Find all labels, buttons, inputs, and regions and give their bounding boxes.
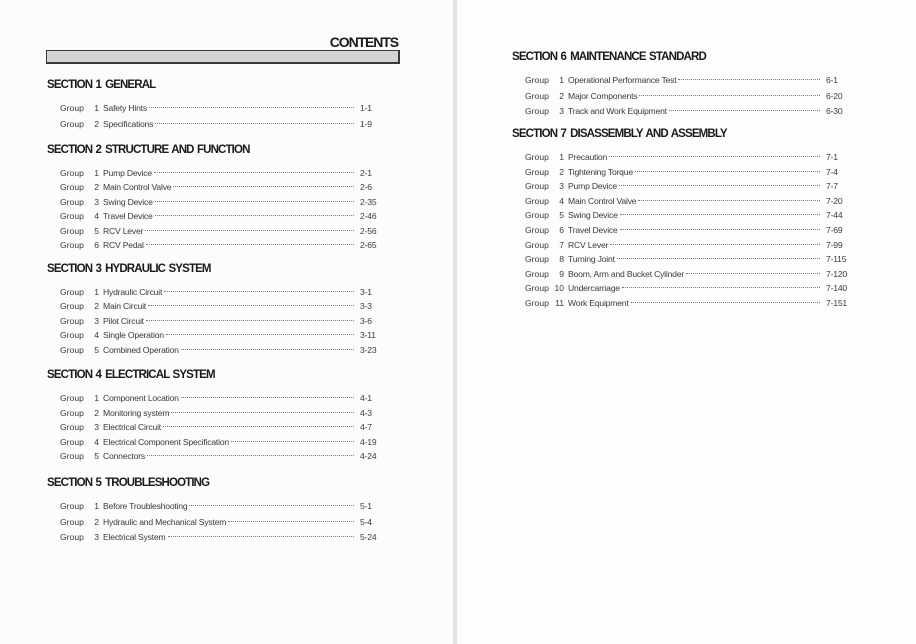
dot-leader bbox=[635, 171, 820, 172]
page-number[interactable]: 2-65 bbox=[360, 239, 377, 250]
group-list bbox=[512, 150, 850, 311]
toc-entry[interactable] bbox=[47, 530, 384, 544]
group-number: 2 bbox=[94, 182, 99, 193]
toc-section bbox=[47, 368, 384, 464]
toc-entry[interactable] bbox=[47, 515, 384, 529]
entry-title: Turning Joint bbox=[568, 254, 615, 265]
entry-title: Electrical Circuit bbox=[103, 422, 161, 433]
toc-entry[interactable] bbox=[512, 194, 850, 209]
page-number[interactable]: 4-19 bbox=[360, 436, 377, 447]
page-number[interactable]: 3-3 bbox=[360, 301, 372, 312]
toc-entry[interactable] bbox=[47, 343, 384, 357]
dot-leader bbox=[619, 185, 820, 186]
dot-leader bbox=[148, 305, 354, 306]
entry-title: Connectors bbox=[103, 451, 145, 462]
group-number: 1 bbox=[559, 75, 564, 85]
dot-leader bbox=[154, 172, 354, 173]
dot-leader bbox=[686, 273, 820, 274]
entry-title: Swing Device bbox=[568, 210, 618, 221]
section-label: SECTION 6 bbox=[512, 51, 567, 63]
group-label: Group bbox=[525, 268, 549, 279]
dot-leader bbox=[622, 287, 820, 288]
group-number: 6 bbox=[94, 239, 99, 250]
entry-title: Single Operation bbox=[103, 330, 164, 341]
dot-leader bbox=[638, 200, 820, 201]
group-number: 4 bbox=[559, 195, 564, 206]
group-label: Group bbox=[60, 103, 84, 113]
entry-title: Electrical Component Specification bbox=[103, 436, 229, 447]
contents-header-bar bbox=[46, 50, 400, 64]
entry-title: Tightening Torque bbox=[568, 166, 633, 177]
group-label: Group bbox=[60, 344, 84, 355]
group-list bbox=[47, 285, 384, 357]
group-number: 8 bbox=[559, 254, 564, 265]
group-number: 1 bbox=[94, 393, 99, 403]
toc-entry[interactable] bbox=[512, 252, 850, 267]
page-number[interactable]: 2-1 bbox=[360, 168, 372, 178]
entry-title: Before Troubleshooting bbox=[103, 501, 188, 511]
dot-leader bbox=[163, 426, 354, 427]
dot-leader bbox=[149, 107, 354, 108]
group-label: Group bbox=[525, 239, 549, 250]
group-number: 3 bbox=[559, 105, 564, 116]
group-number: 3 bbox=[94, 196, 99, 207]
page-number[interactable]: 4-1 bbox=[360, 393, 372, 403]
group-label: Group bbox=[525, 152, 549, 162]
dot-leader bbox=[609, 156, 820, 157]
toc-entry[interactable] bbox=[512, 73, 850, 87]
entry-title: Electrical System bbox=[103, 531, 166, 542]
dot-leader bbox=[620, 214, 820, 215]
group-number: 6 bbox=[559, 224, 564, 235]
page-number[interactable]: 7-69 bbox=[826, 224, 843, 235]
section-heading[interactable] bbox=[512, 127, 850, 141]
entry-title: Travel Device bbox=[103, 211, 153, 222]
toc-entry[interactable] bbox=[512, 267, 850, 282]
entry-title: Major Components bbox=[568, 91, 638, 102]
group-number: 3 bbox=[559, 181, 564, 192]
group-number: 5 bbox=[94, 225, 99, 236]
dot-leader bbox=[155, 215, 354, 216]
toc-entry[interactable] bbox=[47, 499, 384, 513]
entry-title: Monitoring system bbox=[103, 407, 170, 418]
dot-leader bbox=[617, 258, 820, 259]
toc-entry[interactable] bbox=[47, 435, 384, 450]
group-label: Group bbox=[525, 75, 549, 85]
section-heading[interactable] bbox=[47, 262, 384, 276]
group-label: Group bbox=[60, 451, 84, 462]
group-label: Group bbox=[60, 531, 84, 542]
entry-title: RCV Lever bbox=[103, 225, 144, 236]
entry-title: Safety Hints bbox=[103, 103, 147, 113]
page-number[interactable]: 3-1 bbox=[360, 287, 372, 297]
toc-entry[interactable] bbox=[512, 104, 850, 118]
page-number[interactable]: 3-11 bbox=[360, 330, 376, 341]
page-number[interactable]: 7-20 bbox=[826, 195, 843, 206]
group-label: Group bbox=[525, 166, 549, 177]
dot-leader bbox=[146, 244, 354, 245]
group-label: Group bbox=[525, 195, 549, 206]
group-number: 2 bbox=[94, 407, 99, 418]
dot-leader bbox=[189, 505, 354, 506]
group-number: 5 bbox=[94, 451, 99, 462]
group-number: 1 bbox=[94, 168, 99, 178]
page-number[interactable]: 2-6 bbox=[360, 182, 372, 193]
group-number: 2 bbox=[559, 91, 564, 102]
toc-entry[interactable] bbox=[47, 209, 384, 223]
group-number: 2 bbox=[94, 301, 99, 312]
toc-entry[interactable] bbox=[512, 165, 850, 180]
toc-section bbox=[47, 262, 384, 357]
dot-leader bbox=[678, 79, 820, 80]
page-number[interactable]: 5-24 bbox=[360, 531, 377, 542]
group-number: 3 bbox=[94, 315, 99, 326]
group-list bbox=[47, 499, 384, 544]
group-list bbox=[47, 391, 384, 464]
dot-leader bbox=[639, 95, 820, 96]
group-label: Group bbox=[60, 407, 84, 418]
toc-entry[interactable] bbox=[47, 285, 384, 299]
group-number: 9 bbox=[559, 268, 564, 279]
toc-entry[interactable] bbox=[512, 179, 850, 194]
dot-leader bbox=[166, 334, 354, 335]
entry-title: Operational Performance Test bbox=[568, 75, 677, 85]
group-number: 1 bbox=[559, 152, 564, 162]
page-number[interactable]: 7-4 bbox=[826, 166, 838, 177]
toc-entry[interactable] bbox=[47, 406, 384, 421]
page-number[interactable]: 4-3 bbox=[360, 407, 372, 418]
dot-leader bbox=[228, 521, 354, 522]
group-list bbox=[47, 101, 384, 132]
toc-entry[interactable] bbox=[47, 117, 384, 131]
section-name: TROUBLESHOOTING bbox=[105, 477, 210, 489]
group-number: 7 bbox=[559, 239, 564, 250]
group-label: Group bbox=[60, 501, 84, 511]
section-name: MAINTENANCE STANDARD bbox=[570, 51, 706, 63]
entry-title: Hydraulic and Mechanical System bbox=[103, 517, 227, 528]
page-number[interactable]: 5-1 bbox=[360, 501, 372, 511]
group-label: Group bbox=[60, 436, 84, 447]
group-label: Group bbox=[60, 119, 84, 130]
group-label: Group bbox=[525, 91, 549, 102]
toc-entry[interactable] bbox=[512, 223, 850, 238]
group-number: 4 bbox=[94, 211, 99, 222]
entry-title: Combined Operation bbox=[103, 344, 179, 355]
section-name: STRUCTURE AND FUNCTION bbox=[105, 144, 250, 156]
section-heading[interactable] bbox=[47, 368, 384, 382]
entry-title: Hydraulic Circuit bbox=[103, 287, 163, 297]
group-number: 2 bbox=[559, 166, 564, 177]
toc-entry[interactable] bbox=[47, 224, 384, 238]
group-label: Group bbox=[60, 211, 84, 222]
page-number[interactable]: 2-46 bbox=[360, 211, 377, 222]
toc-section bbox=[47, 143, 384, 252]
group-list bbox=[512, 73, 850, 118]
toc-entry[interactable] bbox=[47, 314, 384, 328]
group-number: 2 bbox=[94, 517, 99, 528]
dot-leader bbox=[155, 123, 354, 124]
toc-entry[interactable] bbox=[512, 281, 850, 296]
toc-entry[interactable] bbox=[47, 195, 384, 209]
toc-entry[interactable] bbox=[512, 89, 850, 103]
page-number[interactable]: 7-44 bbox=[826, 210, 843, 221]
page-number[interactable]: 2-35 bbox=[360, 196, 377, 207]
group-label: Group bbox=[525, 297, 549, 308]
toc-entry[interactable] bbox=[47, 238, 384, 252]
group-number: 3 bbox=[94, 422, 99, 433]
toc-entry[interactable] bbox=[47, 101, 384, 115]
contents-title: CONTENTS bbox=[329, 34, 398, 50]
entry-title: Work Equipment bbox=[568, 297, 629, 308]
entry-title: Precaution bbox=[568, 152, 608, 162]
toc-section bbox=[47, 78, 384, 132]
page-number[interactable]: 7-7 bbox=[826, 181, 838, 192]
entry-title: Main Circuit bbox=[103, 301, 146, 312]
entry-title: Boom, Arm and Bucket Cylinder bbox=[568, 268, 684, 279]
entry-title: RCV Pedal bbox=[103, 239, 144, 250]
entry-title: Undercarriage bbox=[568, 283, 620, 294]
page-number[interactable]: 4-7 bbox=[360, 422, 372, 433]
dot-leader bbox=[164, 291, 354, 292]
toc-section bbox=[47, 476, 384, 544]
dot-leader bbox=[231, 441, 354, 442]
page-number[interactable]: 3-6 bbox=[360, 315, 372, 326]
page-number[interactable]: 7-115 bbox=[826, 254, 847, 265]
entry-title: RCV Lever bbox=[568, 239, 609, 250]
group-label: Group bbox=[60, 239, 84, 250]
entry-title: Specifications bbox=[103, 119, 154, 130]
group-label: Group bbox=[525, 210, 549, 221]
section-name: GENERAL bbox=[105, 79, 156, 91]
page-number[interactable]: 7-99 bbox=[826, 239, 843, 250]
dot-leader bbox=[147, 455, 354, 456]
entry-title: Main Control Valve bbox=[103, 182, 172, 193]
page-number[interactable]: 2-56 bbox=[360, 225, 377, 236]
group-label: Group bbox=[60, 393, 84, 403]
entry-title: Main Control Valve bbox=[568, 195, 637, 206]
group-label: Group bbox=[525, 181, 549, 192]
group-label: Group bbox=[60, 422, 84, 433]
group-number: 5 bbox=[94, 344, 99, 355]
group-number: 4 bbox=[94, 330, 99, 341]
section-heading[interactable] bbox=[47, 476, 384, 490]
dot-leader bbox=[173, 186, 354, 187]
toc-section bbox=[512, 127, 850, 311]
entry-title: Pump Device bbox=[103, 168, 152, 178]
group-label: Group bbox=[60, 330, 84, 341]
dot-leader bbox=[620, 229, 820, 230]
page-number[interactable]: 7-120 bbox=[826, 268, 847, 279]
entry-title: Pump Device bbox=[568, 181, 617, 192]
group-label: Group bbox=[60, 182, 84, 193]
section-name: DISASSEMBLY AND ASSEMBLY bbox=[570, 128, 727, 140]
page-number[interactable]: 1-1 bbox=[360, 103, 372, 113]
group-number: 1 bbox=[94, 287, 99, 297]
group-number: 5 bbox=[559, 210, 564, 221]
toc-entry[interactable] bbox=[512, 208, 850, 223]
dot-leader bbox=[610, 244, 820, 245]
page-number[interactable]: 4-24 bbox=[360, 451, 377, 462]
group-label: Group bbox=[60, 517, 84, 528]
section-heading[interactable] bbox=[47, 78, 384, 92]
dot-leader bbox=[171, 412, 354, 413]
page-number[interactable]: 5-4 bbox=[360, 517, 372, 528]
group-number: 4 bbox=[94, 436, 99, 447]
section-label: SECTION 1 bbox=[47, 79, 102, 91]
page-number[interactable]: 6-30 bbox=[826, 105, 843, 116]
page-number[interactable]: 7-151 bbox=[826, 297, 847, 308]
group-label: Group bbox=[60, 315, 84, 326]
toc-entry[interactable] bbox=[47, 180, 384, 194]
dot-leader bbox=[631, 302, 820, 303]
section-label: SECTION 2 bbox=[47, 144, 102, 156]
section-heading[interactable] bbox=[47, 143, 384, 157]
group-label: Group bbox=[60, 301, 84, 312]
toc-entry[interactable] bbox=[512, 150, 850, 165]
group-label: Group bbox=[60, 168, 84, 178]
section-name: ELECTRICAL SYSTEM bbox=[105, 369, 215, 381]
section-heading[interactable] bbox=[512, 50, 850, 64]
group-label: Group bbox=[525, 224, 549, 235]
dot-leader bbox=[168, 536, 354, 537]
dot-leader bbox=[669, 110, 820, 111]
group-number: 10 bbox=[554, 283, 564, 294]
page-number[interactable]: 6-1 bbox=[826, 75, 838, 85]
entry-title: Component Location bbox=[103, 393, 179, 403]
dot-leader bbox=[155, 201, 354, 202]
page-number[interactable]: 3-23 bbox=[360, 344, 377, 355]
section-label: SECTION 3 bbox=[47, 263, 102, 275]
toc-section bbox=[512, 50, 850, 118]
toc-entry[interactable] bbox=[47, 328, 384, 342]
toc-entry[interactable] bbox=[47, 166, 384, 180]
group-label: Group bbox=[60, 287, 84, 297]
group-number: 11 bbox=[555, 297, 564, 308]
group-label: Group bbox=[525, 105, 549, 116]
page-number[interactable]: 7-140 bbox=[826, 283, 847, 294]
toc-entry[interactable] bbox=[47, 449, 384, 464]
toc-entry[interactable] bbox=[47, 391, 384, 406]
entry-title: Swing Device bbox=[103, 196, 153, 207]
group-label: Group bbox=[525, 254, 549, 265]
dot-leader bbox=[181, 397, 354, 398]
section-label: SECTION 4 bbox=[47, 369, 102, 381]
dot-leader bbox=[146, 320, 354, 321]
group-label: Group bbox=[60, 225, 84, 236]
entry-title: Pilot Circuit bbox=[103, 315, 144, 326]
group-label: Group bbox=[60, 196, 84, 207]
entry-title: Track and Work Equipment bbox=[568, 105, 667, 116]
group-list bbox=[47, 166, 384, 252]
group-label: Group bbox=[525, 283, 549, 294]
section-label: SECTION 7 bbox=[512, 128, 567, 140]
entry-title: Travel Device bbox=[568, 224, 618, 235]
dot-leader bbox=[181, 349, 354, 350]
page-number[interactable]: 1-9 bbox=[360, 119, 372, 130]
page-number[interactable]: 7-1 bbox=[826, 152, 838, 162]
group-number: 1 bbox=[94, 501, 99, 511]
page-number[interactable]: 6-20 bbox=[826, 91, 843, 102]
toc-entry[interactable] bbox=[512, 296, 850, 311]
group-number: 2 bbox=[94, 119, 99, 130]
left-page bbox=[0, 0, 453, 644]
dot-leader bbox=[145, 230, 354, 231]
section-name: HYDRAULIC SYSTEM bbox=[105, 263, 211, 275]
toc-entry[interactable] bbox=[47, 299, 384, 313]
group-number: 1 bbox=[94, 103, 99, 113]
toc-entry[interactable] bbox=[47, 420, 384, 435]
section-label: SECTION 5 bbox=[47, 477, 102, 489]
toc-entry[interactable] bbox=[512, 238, 850, 253]
group-number: 3 bbox=[94, 531, 99, 542]
